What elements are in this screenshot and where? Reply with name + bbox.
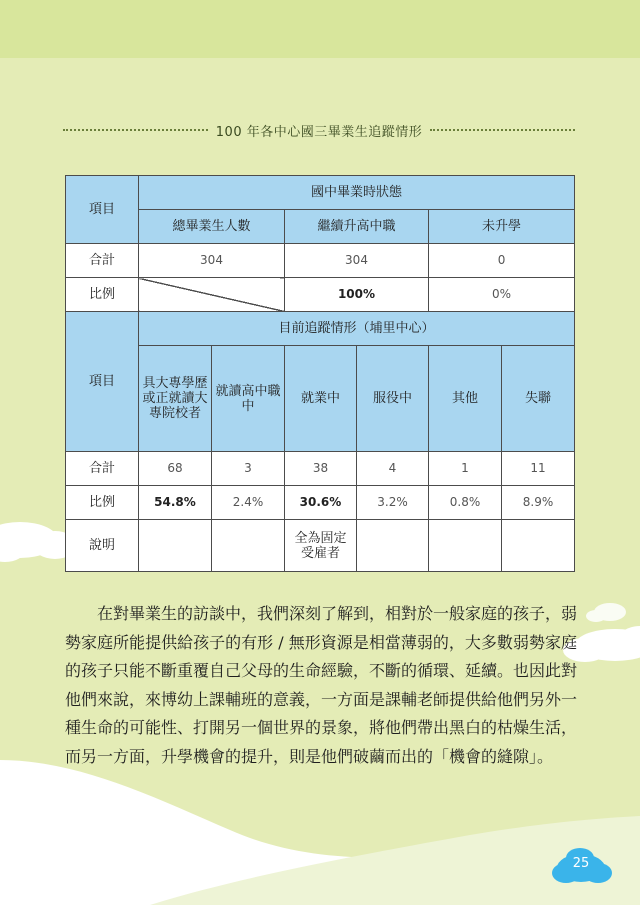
page-number: 25 [572,856,590,871]
item-header: 項目 [66,176,139,244]
item-header-2: 項目 [66,312,139,452]
tracking-ratio-cell: 2.4% [212,486,285,520]
tracking-col-employed: 就業中 [285,346,357,452]
note-cell [429,520,502,572]
note-cell [357,520,429,572]
total-label: 合計 [66,244,139,278]
tracking-header: 目前追蹤情形（埔里中心） [139,312,575,346]
graduation-status-header: 國中畢業時狀態 [139,176,575,210]
col-not-continue: 未升學 [429,210,575,244]
tracking-col-other: 其他 [429,346,502,452]
col-continue: 繼續升高中職 [285,210,429,244]
ratio-not-continue-value: 0% [429,278,575,312]
tracking-col-lost: 失聯 [502,346,575,452]
total-grads-value: 304 [139,244,285,278]
tracking-total-cell: 1 [429,452,502,486]
cloud-top-icon [586,603,626,622]
tracking-total-cell: 3 [212,452,285,486]
tracking-ratio-cell: 54.8% [139,486,212,520]
note-cell [502,520,575,572]
section-title-row [63,118,575,142]
ratio-diagonal-cell [139,278,285,312]
tracking-total-cell: 11 [502,452,575,486]
note-cell [139,520,212,572]
tracking-ratio-cell: 0.8% [429,486,502,520]
note-label: 說明 [66,520,139,572]
col-total-grads: 總畢業生人數 [139,210,285,244]
tracking-ratio-cell: 3.2% [357,486,429,520]
tracking-col-highschool: 就讀高中職中 [212,346,285,452]
total-continue-value: 304 [285,244,429,278]
total-not-continue-value: 0 [429,244,575,278]
title-dots-left [63,129,208,131]
body-paragraph: 在對畢業生的訪談中，我們深刻了解到，相對於一般家庭的孩子，弱勢家庭所能提供給孩子的有形 / 無形資源是相當薄弱的，大多數弱勢家庭的孩子只能不斷重覆自己父母的生命經驗，不斷的循環、延續。也因此對他們來說，來博幼上課輔班的意義，一方面是課輔老師提供給他們另外一種生命的可能性、打開另一個世界的景象，將他們帶出黑白的枯燥生活，而另一方面，升學機會的提升，則是他們破繭而出的「機會的縫隙」。 [65,604,578,766]
note-cell [212,520,285,572]
section-title: 100 年各中心國三畢業生追蹤情形 [215,124,423,140]
tracking-col-military: 服役中 [357,346,429,452]
tracking-total-cell: 68 [139,452,212,486]
tracking-ratio-cell: 8.9% [502,486,575,520]
note-cell-employed: 全為固定受雇者 [285,520,357,572]
tracking-table [65,175,575,572]
tracking-col-college: 具大專學歷或正就讀大專院校者 [139,346,212,452]
tracking-total-cell: 38 [285,452,357,486]
ratio-label: 比例 [66,278,139,312]
ratio-continue-value: 100% [285,278,429,312]
title-dots-right [430,129,575,131]
tracking-total-label: 合計 [66,452,139,486]
tracking-total-cell: 4 [357,452,429,486]
tracking-ratio-label: 比例 [66,486,139,520]
tracking-ratio-cell: 30.6% [285,486,357,520]
